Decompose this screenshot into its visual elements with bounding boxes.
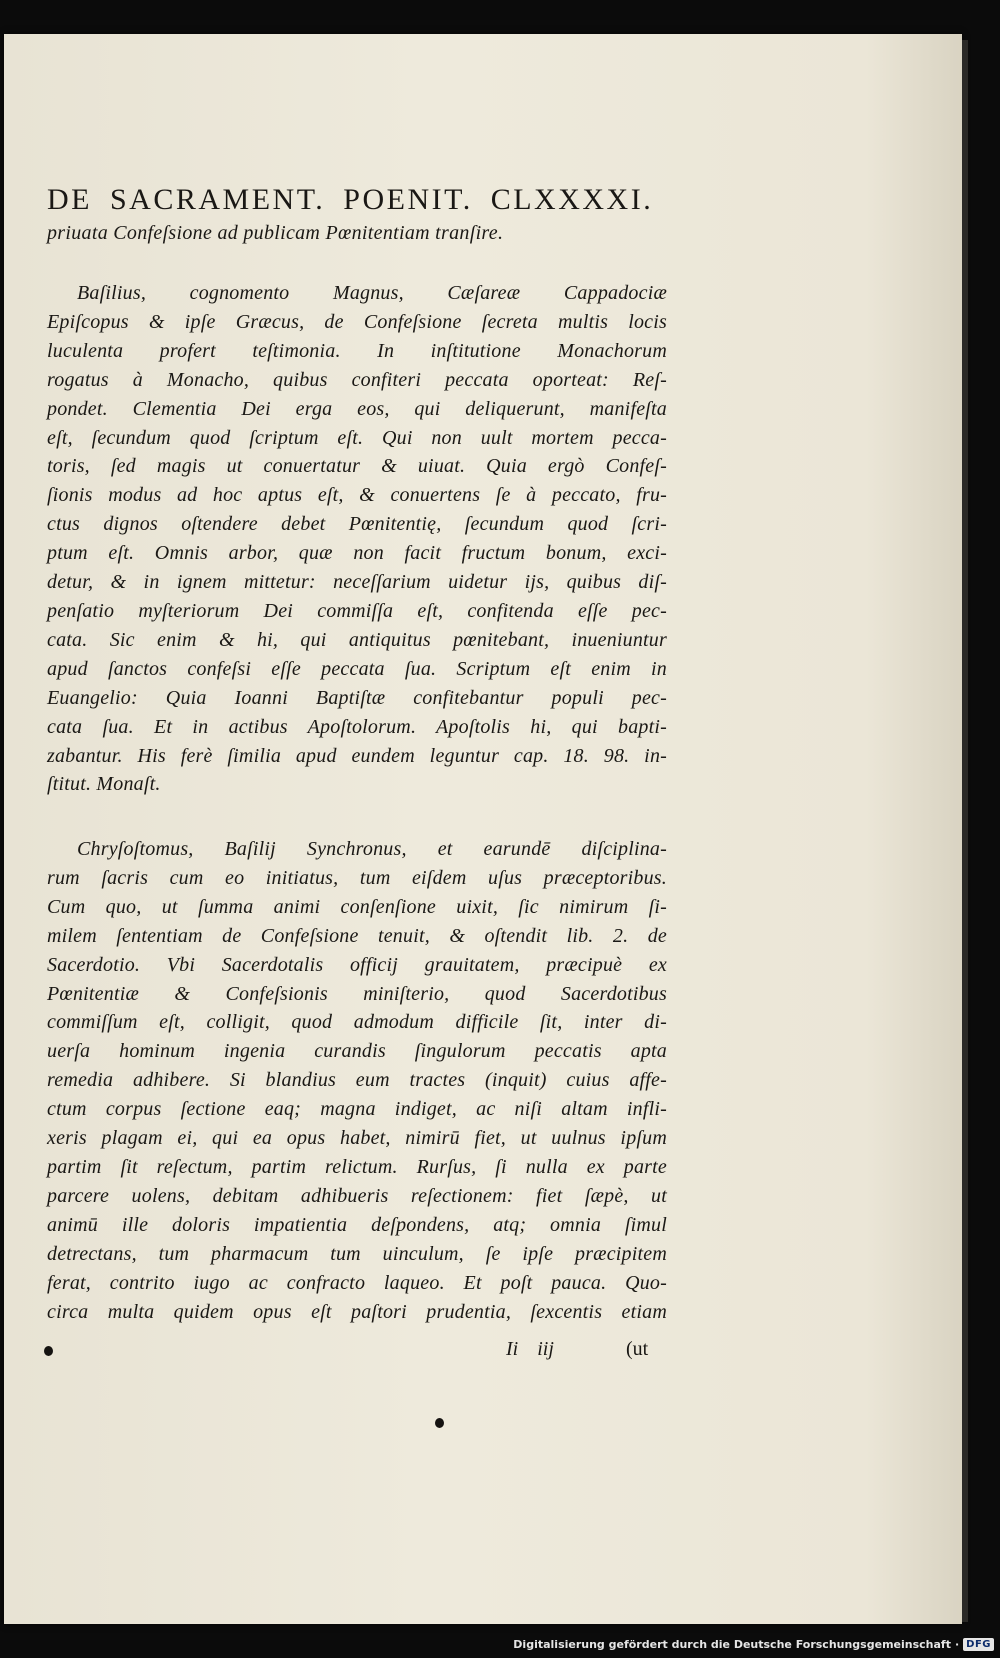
text-line: uerſa hominum ingenia curandis ſingulorum peccatis apta — [47, 1040, 667, 1063]
text-line: Pœnitentiæ & Confeſsionis miniſterio, quod Sacerdotibus — [47, 982, 667, 1005]
text-line: circa multa quidem opus eſt paſtori prudentia, ſexcentis etiam — [47, 1300, 667, 1323]
text-line: luculenta profert teſtimonia. In inſtitutione Monachorum — [47, 339, 667, 362]
text-line: ctum corpus ſectione eaq; magna indiget, ac niſi altam infli- — [47, 1098, 667, 1121]
text-line: Chryſoſtomus, Baſilij Synchronus, et earundē diſciplina- — [77, 838, 667, 860]
text-line: parcere uolens, debitam adhibueris reſectionem: fiet ſæpè, ut — [47, 1184, 667, 1207]
text-line: Cum quo, ut ſumma animi conſenſione uixit, ſic nimirum ſi- — [47, 895, 667, 918]
text-line: Euangelio: Quia Ioanni Baptiſtæ confitebantur populi pec- — [47, 686, 667, 709]
text-line: partim ſit reſectum, partim relictum. Rurſus, ſi nulla ex parte — [47, 1155, 667, 1178]
paragraph-chrysostomus — [47, 835, 667, 1326]
text-line: rum ſacris cum eo initiatus, tum eiſdem uſus præceptoribus. — [47, 866, 667, 889]
text-line: ptum eſt. Omnis arbor, quæ non facit fructum bonum, exci- — [47, 542, 667, 565]
text-line: remedia adhibere. Si blandius eum tractes (inquit) cuius affe- — [47, 1069, 667, 1092]
footer-credit: Digitalisierung gefördert durch die Deutsche Forschungsgemeinschaft — [513, 1637, 951, 1651]
text-line: detrectans, tum pharmacum tum uinculum, ſe ipſe præcipitem — [47, 1242, 667, 1265]
text-line: milem ſententiam de Confeſsione tenuit, & oſtendit lib. 2. de — [47, 924, 667, 947]
paragraph-basilius — [47, 279, 667, 799]
text-line: penſatio myſteriorum Dei commiſſa eſt, confitenda eſſe pec- — [47, 599, 667, 622]
digitization-footer — [513, 1632, 994, 1656]
footer-separator: · — [954, 1637, 960, 1651]
text-line: toris, ſed magis ut conuertatur & uiuat. Quia ergò Confeſ- — [47, 455, 667, 478]
catchword: (ut — [626, 1338, 649, 1360]
lead-line: priuata Confeſsione ad publicam Pœnitentiam tranſire. — [47, 222, 504, 244]
text-line: cata. Sic enim & hi, qui antiquitus pœnitebant, inueniuntur — [47, 628, 667, 651]
text-line: Baſilius, cognomento Magnus, Cæſareæ Cappadociæ — [77, 282, 667, 304]
page-edge — [962, 40, 968, 1622]
text-line: rogatus à Monacho, quibus confiteri peccata oporteat: Reſ- — [47, 368, 667, 391]
signature-mark: Ii iij — [506, 1338, 554, 1360]
dfg-logo-icon: DFG — [963, 1638, 994, 1651]
text-line: pondet. Clementia Dei erga eos, qui deliquerunt, manifeſta — [47, 397, 667, 420]
text-line: Sacerdotio. Vbi Sacerdotalis officij grauitatem, præcipuè ex — [47, 953, 667, 976]
book-page — [4, 34, 962, 1624]
text-line: animū ille doloris impatientia deſpondens, atq; omnia ſimul — [47, 1213, 667, 1236]
text-line: commiſſum eſt, colligit, quod admodum difficile ſit, inter di- — [47, 1011, 667, 1034]
text-line: ſtitut. Monaſt. — [47, 773, 161, 796]
text-line: ferat, contrito iugo ac confracto laqueo. Et poſt pauca. Quo- — [47, 1271, 667, 1294]
text-line: apud ſanctos confeſsi eſſe peccata ſua. Scriptum eſt enim in — [47, 657, 667, 680]
text-line: Epiſcopus & ipſe Græcus, de Confeſsione ſecreta multis locis — [47, 310, 667, 333]
text-line: detur, & in ignem mittetur: neceſſarium uidetur ijs, quibus diſ- — [47, 571, 667, 594]
text-line: xeris plagam ei, qui ea opus habet, nimirū fiet, ut uulnus ipſum — [47, 1127, 667, 1150]
ink-spot — [435, 1418, 444, 1428]
text-line: cata ſua. Et in actibus Apoſtolorum. Apoſtolis hi, qui bapti- — [47, 715, 667, 738]
text-line: ctus dignos oſtendere debet Pœnitentię, ſecundum quod ſcri- — [47, 513, 667, 536]
text-line: ſionis modus ad hoc aptus eſt, & conuertens ſe à peccato, fru- — [47, 484, 667, 507]
ink-spot — [44, 1346, 53, 1356]
text-line: zabantur. His ferè ſimilia apud eundem leguntur cap. 18. 98. in- — [47, 744, 667, 767]
text-line: eſt, ſecundum quod ſcriptum eſt. Qui non uult mortem pecca- — [47, 426, 667, 449]
running-title: DE SACRAMENT. POENIT. CLXXXXI. — [47, 183, 654, 216]
